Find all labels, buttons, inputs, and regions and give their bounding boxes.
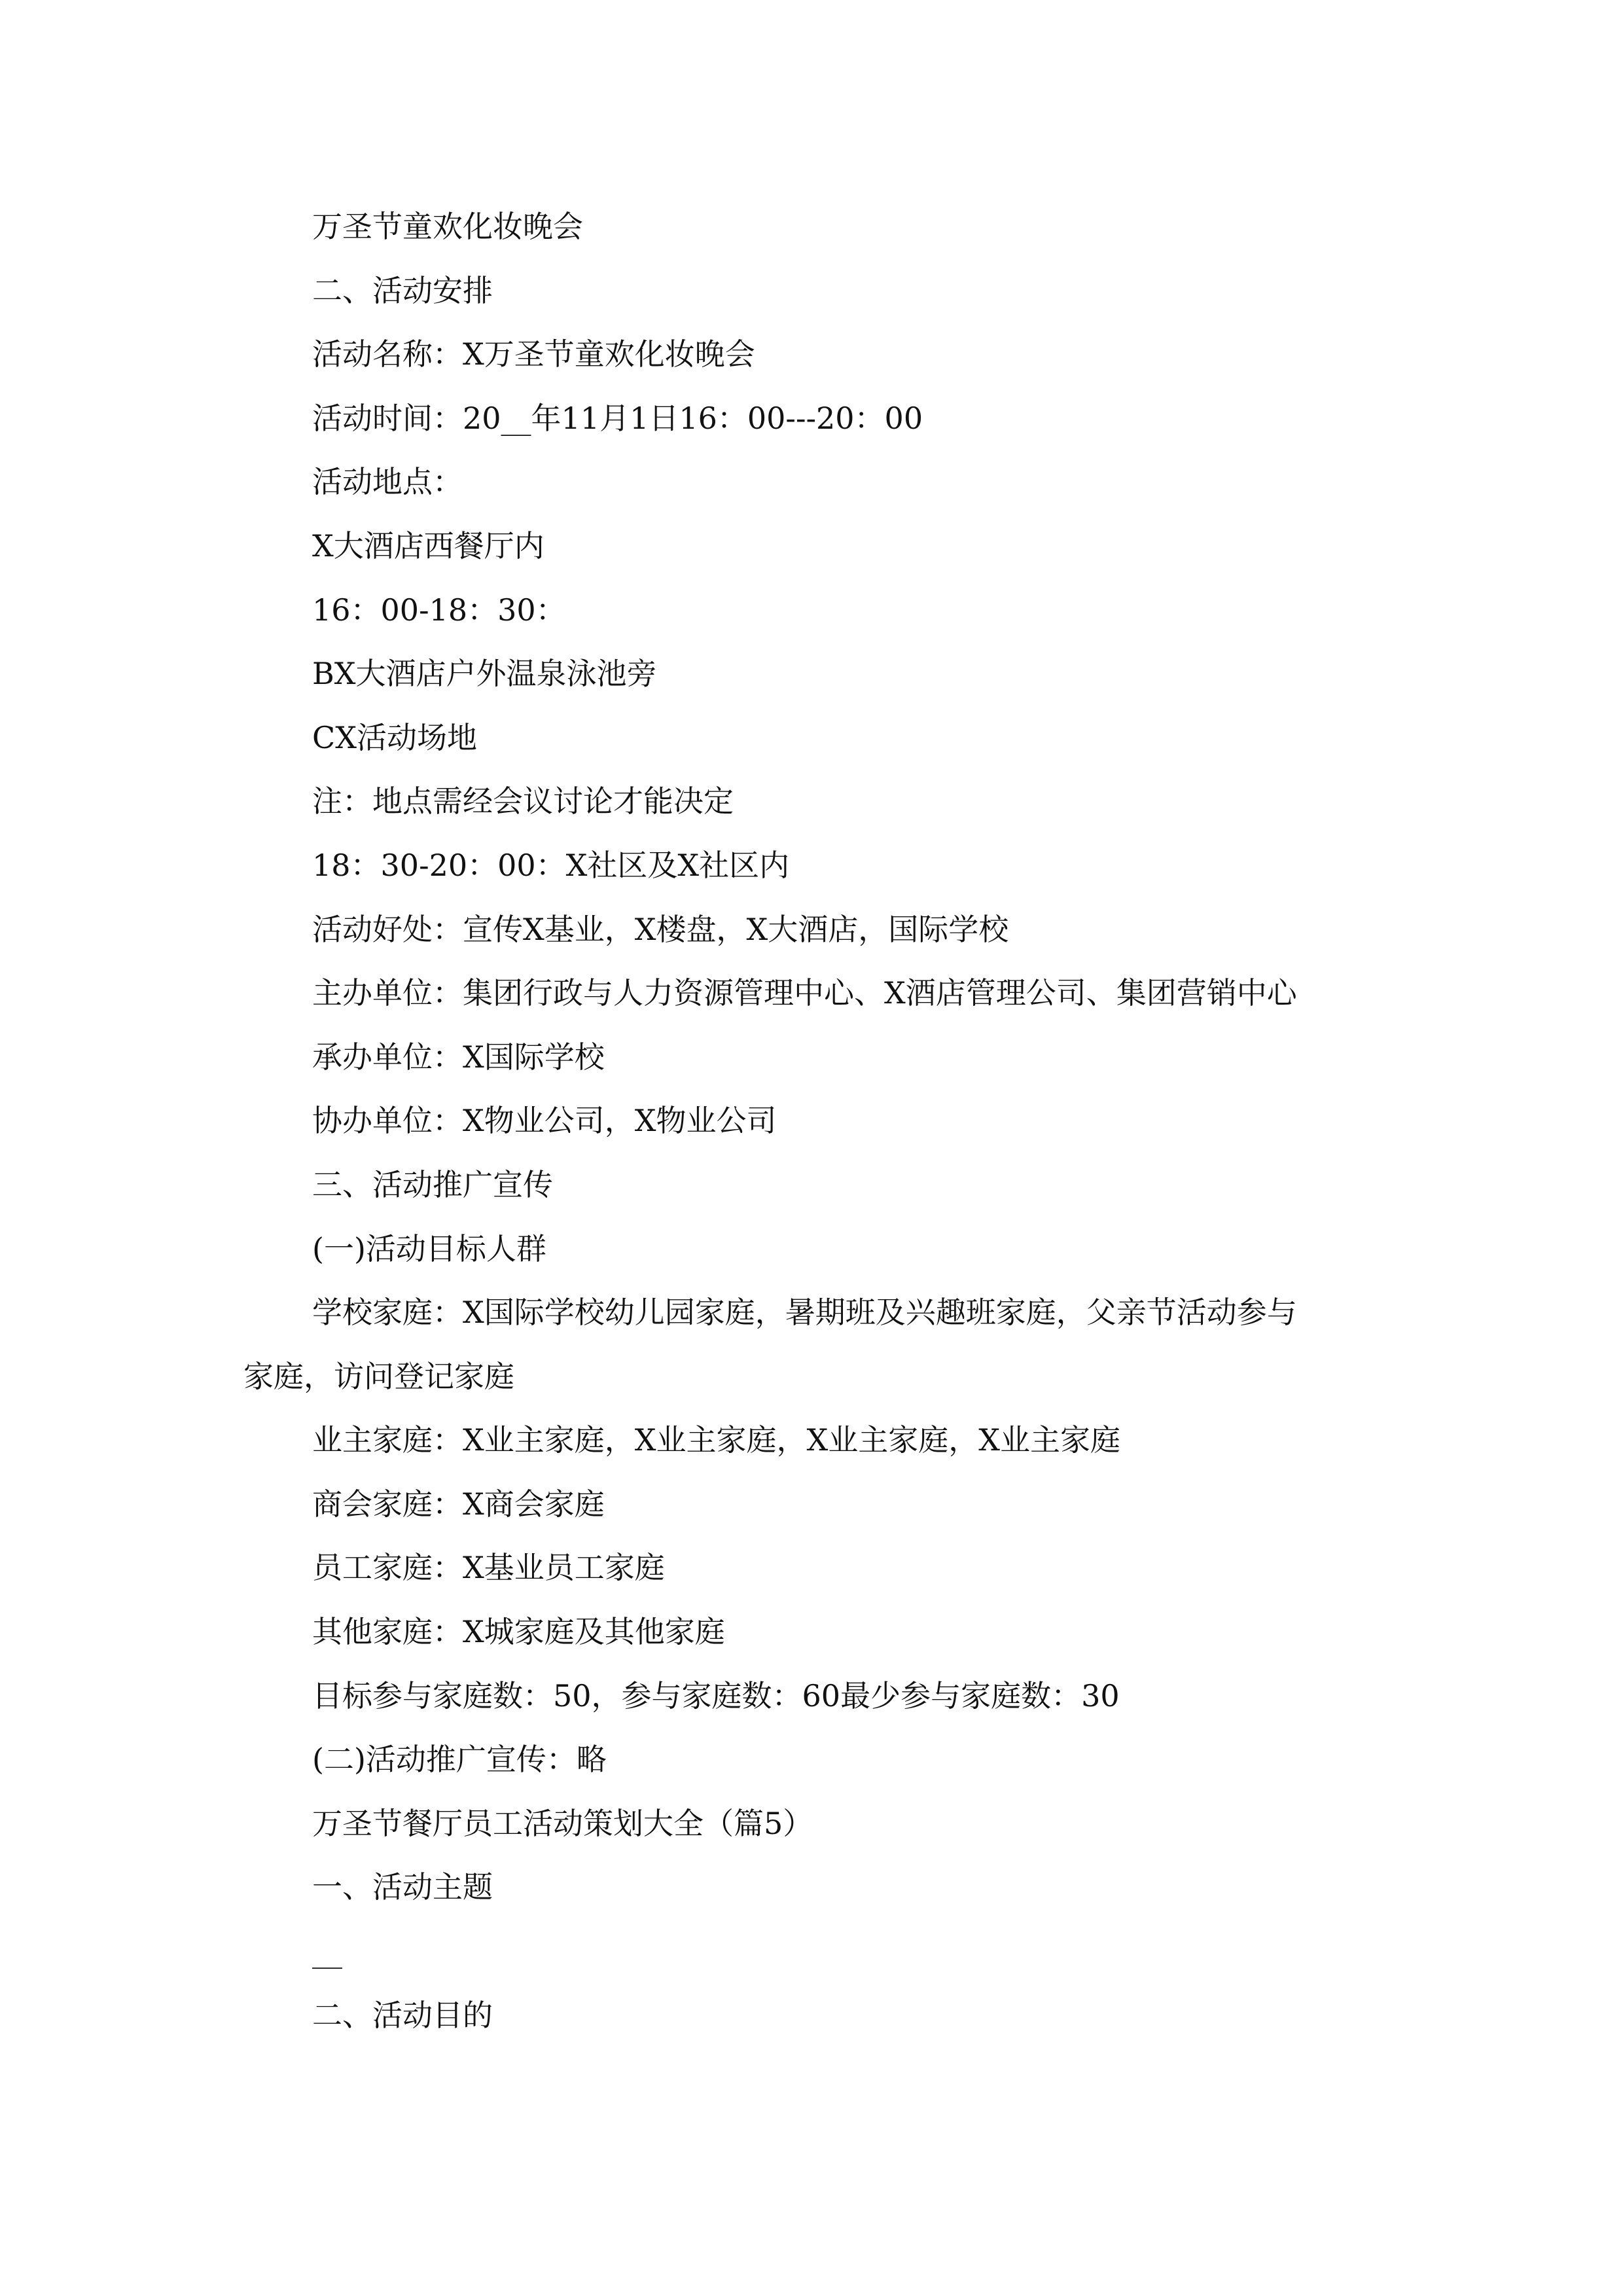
sub-heading: (二)活动推广宣传：略 [312,1742,607,1778]
text-line: 目标参与家庭数：50，参与家庭数：60最少参与家庭数：30 [312,1677,1120,1713]
section-heading: 二、活动安排 [312,272,493,308]
sub-heading: (一)活动目标人群 [312,1230,546,1266]
article-title: 万圣节餐厅员工活动策划大全（篇5） [312,1805,813,1841]
text-line: 活动时间：20__年11月1日16：00---20：00 [312,400,923,436]
text-line: 活动名称：X万圣节童欢化妆晚会 [312,336,755,372]
text-line: BX大酒店户外温泉泳池旁 [312,656,657,692]
text-line: 主办单位：集团行政与人力资源管理中心、X酒店管理公司、集团营销中心 [312,975,1297,1011]
text-line: 业主家庭：X业主家庭，X业主家庭，X业主家庭，X业主家庭 [312,1422,1120,1458]
text-line-continuation: 家庭，访问登记家庭 [243,1358,514,1394]
text-line: 活动地点： [312,464,463,500]
section-heading: 一、活动主题 [312,1869,493,1905]
text-line: 18：30-20：00：X社区及X社区内 [312,847,790,883]
section-heading: 二、活动目的 [312,1997,493,2033]
text-line: 员工家庭：X基业员工家庭 [312,1550,665,1586]
text-line: 承办单位：X国际学校 [312,1039,605,1075]
blank-placeholder: __ [312,1933,342,1969]
text-line: X大酒店西餐厅内 [312,528,544,564]
text-line: 注：地点需经会议讨论才能决定 [312,783,734,819]
text-line: 商会家庭：X商会家庭 [312,1486,605,1522]
text-line: 万圣节童欢化妆晚会 [312,209,583,244]
text-line: 学校家庭：X国际学校幼儿园家庭，暑期班及兴趣班家庭，父亲节活动参与 [312,1295,1297,1331]
text-line: CX活动场地 [312,719,477,755]
text-line: 其他家庭：X城家庭及其他家庭 [312,1614,725,1650]
document-body [243,195,1395,2047]
text-line: 协办单位：X物业公司，X物业公司 [312,1103,777,1139]
section-heading: 三、活动推广宣传 [312,1166,553,1202]
text-line: 16：00-18：30： [312,592,566,628]
text-line: 活动好处：宣传X基业，X楼盘，X大酒店，国际学校 [312,911,1009,947]
